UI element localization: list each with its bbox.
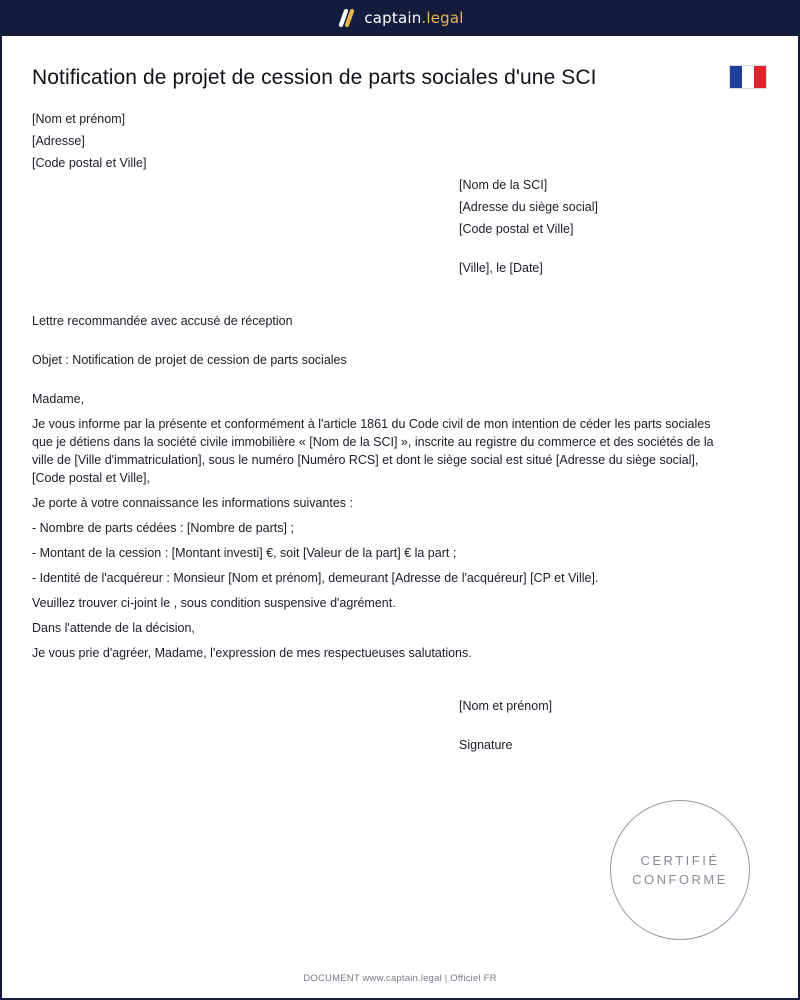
place-date: [Ville], le [Date] [459,261,543,275]
list-item-amount: - Montant de la cession : [Montant investi] €, soit [Valeur de la part] € la part ; [32,546,457,560]
recipient-city: [Code postal et Ville] [459,222,574,236]
sender-city: [Code postal et Ville] [32,156,147,170]
france-flag-icon [729,65,767,89]
recipient-address: [Adresse du siège social] [459,200,598,214]
stamp-line-2: CONFORME [632,872,728,887]
salutation: Madame, [32,392,85,406]
delivery-mode: Lettre recommandée avec accusé de réception [32,314,293,328]
brand-name: captain [364,9,422,27]
footer-text: DOCUMENT www.captain.legal | Officiel FR [303,973,497,984]
signature-label: Signature [459,738,513,752]
double-slash-logo-icon [336,9,356,27]
signature-name: [Nom et prénom] [459,699,553,713]
brand-tld: .legal [421,9,464,27]
body-intro: Je vous informe par la présente et conformément à l'article 1861 du Code civil de mon intention de céder les parts sociales que je détiens dans la société civile immobilière « [Nom de la SCI] », inscrite au registre du commerce et des sociétés de la ville de [Ville d'immatriculation], sous le numéro [Numéro RCS] et dont le siège social est situé [Adresse du siège social], [Code postal et Ville], [32,417,714,485]
closing-line: Je vous prie d'agréer, Madame, l'expression de mes respectueuses salutations. [32,646,472,660]
brand-wordmark [364,9,463,27]
stamp-line-1: CERTIFIÉ [640,853,720,868]
subject-line: Objet : Notification de projet de cession de parts sociales [32,353,347,367]
list-item-buyer: - Identité de l'acquéreur : Monsieur [Nom et prénom], demeurant [Adresse de l'acquéreur] [CP et Ville]. [32,571,599,585]
top-bar [0,0,800,36]
document-title: Notification de projet de cession de parts sociales d'une SCI [32,66,597,89]
brand[interactable] [336,9,463,27]
info-intro: Je porte à votre connaissance les informations suivantes : [32,496,354,510]
recipient-name: [Nom de la SCI] [459,178,548,192]
list-item-parts: - Nombre de parts cédées : [Nombre de parts] ; [32,521,294,535]
waiting-line: Dans l'attende de la décision, [32,621,195,635]
sender-address: [Adresse] [32,134,85,148]
attachment-line: Veuillez trouver ci-joint le , sous condition suspensive d'agrément. [32,596,396,610]
certified-stamp [610,800,750,940]
sender-name: [Nom et prénom] [32,112,126,126]
